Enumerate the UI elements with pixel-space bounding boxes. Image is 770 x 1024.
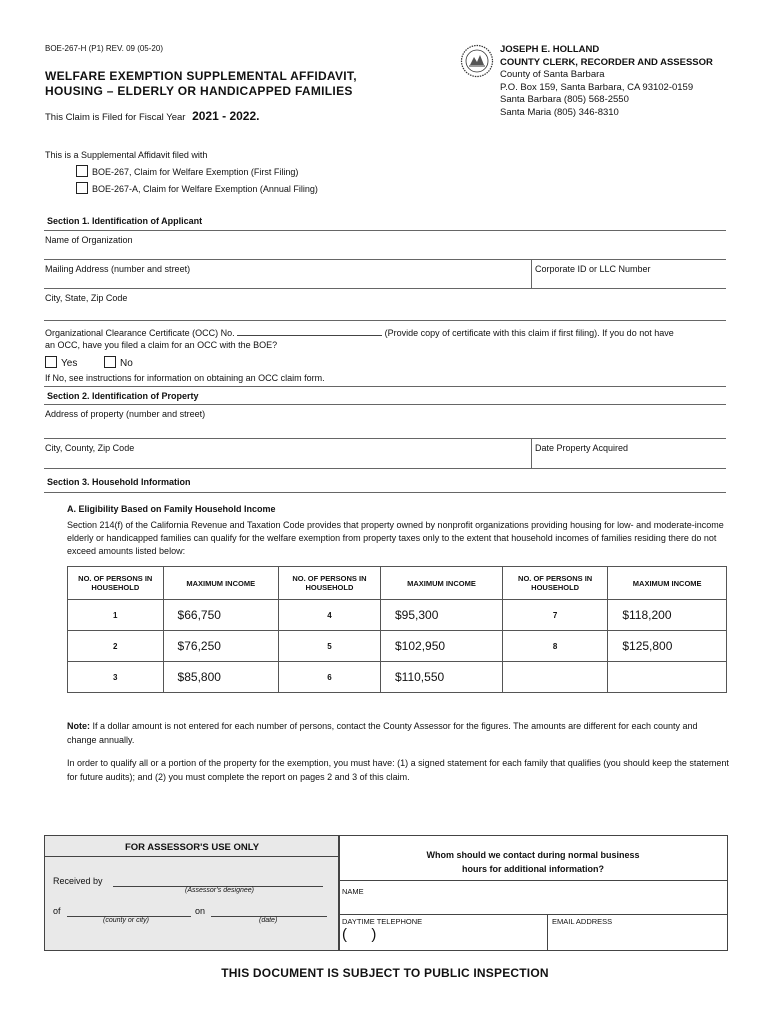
- divider: [44, 492, 726, 493]
- persons-cell: 5: [278, 631, 380, 662]
- area-code-open: (: [342, 926, 347, 943]
- header-persons: NO. OF PERSONS IN HOUSEHOLD: [68, 567, 164, 600]
- income-cell[interactable]: $85,800: [163, 662, 278, 693]
- occ-question: an OCC, have you filed a claim for an OCC with the BOE?: [45, 340, 278, 350]
- divider: [44, 468, 726, 469]
- divider: [45, 856, 339, 857]
- divider: [44, 288, 726, 289]
- mailing-address-field[interactable]: Mailing Address (number and street): [45, 264, 191, 274]
- income-cell[interactable]: $125,800: [608, 631, 727, 662]
- occ-instruction: (Provide copy of certificate with this claim if first filing). If you do not have: [384, 328, 674, 338]
- filed-with-option-1[interactable]: [76, 165, 298, 177]
- form-id: BOE-267-H (P1) REV. 09 (05-20): [45, 44, 163, 53]
- assessor-use-box: [44, 835, 340, 951]
- county-city-caption: (county or city): [103, 917, 149, 924]
- daytime-telephone-input[interactable]: [342, 926, 547, 943]
- occ-line: [45, 328, 674, 338]
- persons-cell: 6: [278, 662, 380, 693]
- income-cell[interactable]: $76,250: [163, 631, 278, 662]
- occ-yes-option[interactable]: [45, 356, 77, 369]
- table-row: [68, 662, 727, 693]
- income-table: [67, 566, 727, 693]
- city-state-zip-field[interactable]: City, State, Zip Code: [45, 293, 128, 303]
- persons-cell: 7: [502, 600, 607, 631]
- divider: [531, 259, 532, 288]
- divider: [339, 880, 727, 881]
- note-paragraph: [67, 719, 729, 747]
- header-income: MAXIMUM INCOME: [608, 567, 727, 600]
- divider: [44, 259, 726, 260]
- divider: [44, 404, 726, 405]
- income-cell[interactable]: $66,750: [163, 600, 278, 631]
- no-checkbox[interactable]: [104, 356, 116, 368]
- filed-with-option-2[interactable]: [76, 182, 318, 194]
- date-acquired-field[interactable]: Date Property Acquired: [535, 443, 629, 453]
- of-label: of: [53, 906, 61, 916]
- header-income: MAXIMUM INCOME: [381, 567, 503, 600]
- received-by-label: Received by: [53, 876, 103, 886]
- boe-267-label: BOE-267, Claim for Welfare Exemption (First Filing): [92, 167, 299, 177]
- divider: [547, 914, 548, 950]
- income-table-header: [68, 567, 727, 600]
- form-title: [45, 69, 357, 99]
- persons-cell: 4: [278, 600, 380, 631]
- eligibility-paragraph: Section 214(f) of the California Revenue and Taxation Code provides that property owned by nonprofit organizations providing housing for low- and moderate-income elderly or handicapped families can qualify for the welfare exemption from property taxes only to the extent that household incomes of families residing there do not exceed amounts listed below:: [67, 520, 724, 557]
- header-income: MAXIMUM INCOME: [163, 567, 278, 600]
- filed-with-intro: This is a Supplemental Affidavit filed with: [45, 150, 208, 160]
- daytime-telephone-label: DAYTIME TELEPHONE: [342, 917, 423, 926]
- org-name-field[interactable]: Name of Organization: [45, 235, 133, 245]
- on-label: on: [195, 906, 206, 916]
- assessor-po-box: P.O. Box 159, Santa Barbara, CA 93102-0159: [500, 81, 694, 93]
- contact-name-field[interactable]: NAME: [342, 887, 364, 896]
- no-label: No: [120, 358, 133, 369]
- note-label: Note:: [67, 721, 90, 731]
- table-row: [68, 631, 727, 662]
- divider: [339, 914, 727, 915]
- occ-number-input[interactable]: [237, 335, 382, 336]
- persons-cell: 1: [68, 600, 164, 631]
- boe-267-a-checkbox[interactable]: [76, 182, 88, 194]
- note-text: If a dollar amount is not entered for each number of persons, contact the County Assessor for the figures. The amounts are different for each county and change annually.: [67, 721, 698, 745]
- property-address-field[interactable]: Address of property (number and street): [45, 409, 206, 419]
- contact-question-line-1: Whom should we contact during normal business: [426, 850, 640, 860]
- qualify-paragraph: In order to qualify all or a portion of the property for the exemption, you must have: (1) a signed statement for each family that qualifies (you should keep the statement for future audits); and (2) you must complete the report on pages 2 and 3 of this claim.: [67, 758, 729, 782]
- area-code-close: ): [371, 926, 377, 943]
- persons-cell: [502, 662, 607, 693]
- fiscal-year-label: This Claim is Filed for Fiscal Year: [45, 112, 186, 123]
- contact-question: [339, 848, 727, 876]
- income-cell[interactable]: $102,950: [381, 631, 503, 662]
- header-persons: NO. OF PERSONS IN HOUSEHOLD: [502, 567, 607, 600]
- occ-if-no-note: If No, see instructions for information on obtaining an OCC claim form.: [45, 373, 325, 383]
- public-inspection-notice: THIS DOCUMENT IS SUBJECT TO PUBLIC INSPECTION: [221, 966, 549, 980]
- designee-caption: (Assessor’s designee): [185, 887, 254, 894]
- income-cell[interactable]: $110,550: [381, 662, 503, 693]
- divider: [44, 438, 726, 439]
- assessor-use-heading: FOR ASSESSOR'S USE ONLY: [124, 842, 260, 853]
- assessor-title: COUNTY CLERK, RECORDER AND ASSESSOR: [500, 56, 713, 68]
- section-3-heading: Section 3. Household Information: [47, 477, 191, 487]
- divider: [44, 386, 726, 387]
- income-cell[interactable]: $118,200: [608, 600, 727, 631]
- boe-267-a-label: BOE-267-A, Claim for Welfare Exemption (Annual Filing): [92, 184, 318, 194]
- property-city-field[interactable]: City, County, Zip Code: [45, 443, 135, 453]
- boe-267-checkbox[interactable]: [76, 165, 88, 177]
- section-2-heading: Section 2. Identification of Property: [47, 391, 199, 401]
- date-caption: (date): [259, 917, 278, 924]
- divider: [44, 230, 726, 231]
- eligibility-heading: A. Eligibility Based on Family Household Income: [67, 504, 276, 514]
- persons-cell: 2: [68, 631, 164, 662]
- county-seal-icon: [460, 44, 494, 78]
- fiscal-year: [45, 109, 259, 123]
- assessor-block: [500, 44, 713, 120]
- income-cell[interactable]: [608, 662, 727, 693]
- occ-no-option[interactable]: [104, 356, 133, 369]
- assessor-phone-sm: Santa Maria (805) 346-8310: [500, 106, 619, 118]
- income-cell[interactable]: $95,300: [381, 600, 503, 631]
- section-1-heading: Section 1. Identification of Applicant: [47, 216, 203, 226]
- contact-box: [338, 835, 728, 951]
- table-row: [68, 600, 727, 631]
- contact-question-line-2: hours for additional information?: [462, 864, 604, 874]
- assessor-phone-sb: Santa Barbara (805) 568-2550: [500, 94, 629, 106]
- yes-checkbox[interactable]: [45, 356, 57, 368]
- corporate-id-field[interactable]: Corporate ID or LLC Number: [535, 264, 651, 274]
- divider: [531, 438, 532, 468]
- assessor-name: JOSEPH E. HOLLAND: [500, 44, 600, 55]
- title-line-2: HOUSING – ELDERLY OR HANDICAPPED FAMILIES: [45, 84, 353, 98]
- persons-cell: 8: [502, 631, 607, 662]
- header-persons: NO. OF PERSONS IN HOUSEHOLD: [278, 567, 380, 600]
- fiscal-year-value: 2021 - 2022.: [192, 109, 260, 123]
- divider: [44, 320, 726, 321]
- occ-label: Organizational Clearance Certificate (OCC) No.: [45, 328, 235, 338]
- title-line-1: WELFARE EXEMPTION SUPPLEMENTAL AFFIDAVIT,: [45, 69, 357, 83]
- persons-cell: 3: [68, 662, 164, 693]
- assessor-county: County of Santa Barbara: [500, 69, 605, 81]
- yes-label: Yes: [61, 358, 78, 369]
- email-address-field[interactable]: EMAIL ADDRESS: [552, 917, 613, 926]
